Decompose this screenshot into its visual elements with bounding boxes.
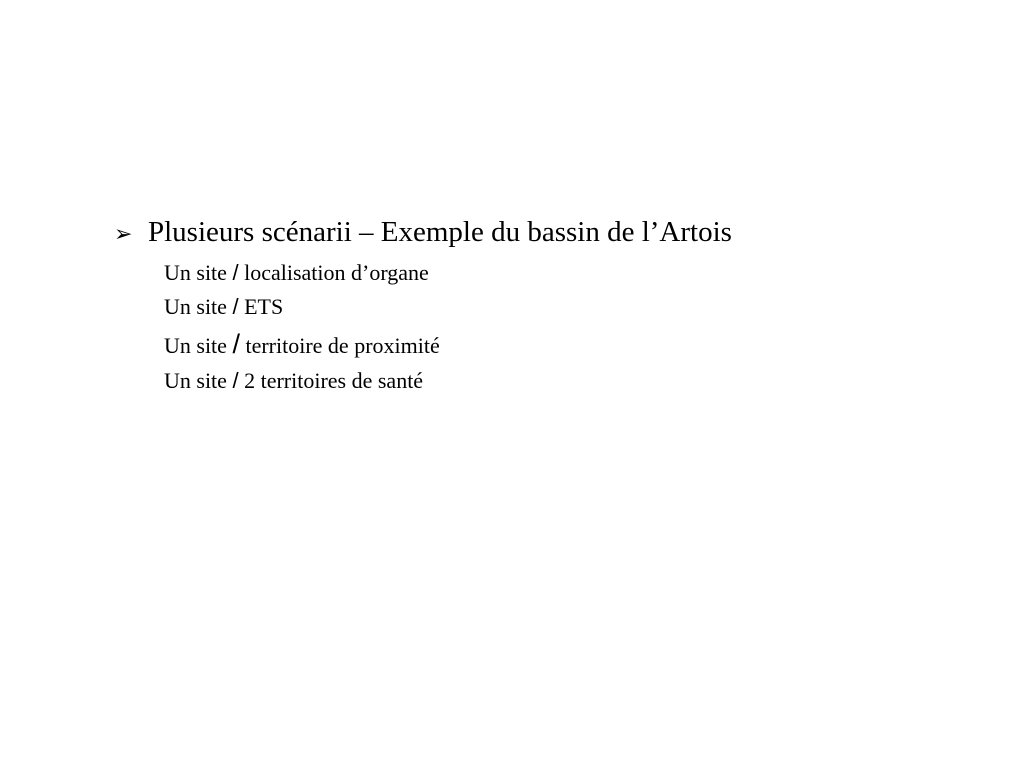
sub-item-separator: / [232,294,239,319]
sub-item-text: territoire de proximité [245,333,440,358]
sub-item [164,324,440,364]
sub-item-prefix: Un site [164,260,227,285]
heading-bullet-line [114,212,732,255]
heading-text: Plusieurs scénarii – Exemple du bassin de l’Artois [148,216,732,248]
arrow-bullet-icon: ➢ [114,222,133,247]
sub-item-prefix: Un site [164,368,227,393]
sub-item-separator: / [232,368,239,393]
sub-item-prefix: Un site [164,333,227,358]
sub-item-separator: / [232,260,239,285]
sub-item-text: localisation d’organe [244,260,429,285]
sub-item-text: ETS [244,294,284,319]
sub-item-separator: / [232,329,240,359]
sub-item [164,256,440,290]
sub-item-text: 2 territoires de santé [244,368,424,393]
sub-item-prefix: Un site [164,294,227,319]
sub-item [164,364,440,398]
sub-item [164,290,440,324]
sub-item-list [164,256,440,398]
